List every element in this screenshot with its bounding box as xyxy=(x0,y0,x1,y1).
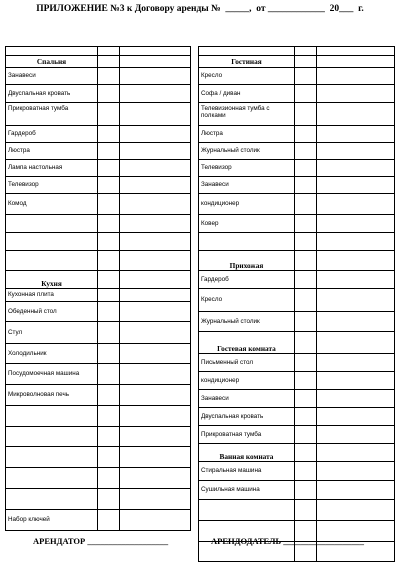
table-row xyxy=(6,289,191,302)
item-label: Люстра xyxy=(6,143,98,160)
item-label: кондиционер xyxy=(199,372,295,390)
section-heading-bathroom: Ванная комната xyxy=(199,444,295,462)
keys-label: Набор ключей xyxy=(6,510,98,531)
table-row xyxy=(199,271,395,289)
item-label: Софа / диван xyxy=(199,85,295,103)
table-row xyxy=(6,427,191,447)
table-row xyxy=(6,364,191,385)
item-label: Ковер xyxy=(199,215,295,233)
table-row xyxy=(199,126,395,143)
item-label: Люстра xyxy=(199,126,295,143)
section-header-row xyxy=(199,56,395,68)
table-row xyxy=(199,194,395,215)
table-row xyxy=(199,500,395,521)
table-row xyxy=(6,510,191,531)
section-header-row xyxy=(199,444,395,462)
table-row xyxy=(199,312,395,332)
table-row xyxy=(199,462,395,481)
table-row xyxy=(199,481,395,500)
item-label: Прикроватная тумба xyxy=(199,426,295,444)
item-label: Телевизионная тумба с полками xyxy=(199,103,295,126)
item-label: Журнальный столик xyxy=(199,312,295,332)
item-label: Двуспальная кровать xyxy=(6,85,98,103)
section-header-row xyxy=(199,332,395,354)
section-heading-bedroom: Спальня xyxy=(6,56,98,68)
left-inventory-table xyxy=(5,46,191,531)
item-label: Занавеси xyxy=(6,68,98,85)
item-label: Письменный стол xyxy=(199,354,295,372)
table-row xyxy=(6,126,191,143)
table-row xyxy=(199,372,395,390)
item-label: Двуспальная кровать xyxy=(199,408,295,426)
section-heading-living-room: Гостиная xyxy=(199,56,295,68)
section-header-row xyxy=(6,56,191,68)
table-row xyxy=(6,233,191,251)
section-header-row xyxy=(6,271,191,289)
table-row xyxy=(199,289,395,312)
table-row xyxy=(6,344,191,364)
item-label: Прикроватная тумба xyxy=(6,103,98,126)
table-row xyxy=(6,160,191,177)
table-row xyxy=(199,390,395,408)
table-row xyxy=(6,143,191,160)
table-row xyxy=(6,489,191,510)
section-header-row xyxy=(199,251,395,271)
table-row xyxy=(199,177,395,194)
table-row xyxy=(199,233,395,251)
item-label: Сушильная машина xyxy=(199,481,295,500)
table-row xyxy=(6,302,191,322)
table-row xyxy=(199,68,395,85)
table-row xyxy=(199,85,395,103)
table-row xyxy=(6,322,191,344)
item-label: Кресло xyxy=(199,289,295,312)
table-row xyxy=(199,408,395,426)
item-label: Кухонная плита xyxy=(6,289,98,302)
item-label: Гардероб xyxy=(6,126,98,143)
section-heading-kitchen: Кухня xyxy=(6,271,98,289)
table-row xyxy=(199,215,395,233)
landlord-signature-line: АРЕНДОДАТЕЛЬ ___________________ xyxy=(211,536,364,546)
tenant-signature-line: АРЕНДАТОР ___________________ xyxy=(33,536,169,546)
table-row xyxy=(6,385,191,406)
table-row xyxy=(199,143,395,160)
item-label: Лампа настольная xyxy=(6,160,98,177)
table-row xyxy=(199,47,395,56)
table-row xyxy=(6,68,191,85)
item-label: Посудомоечная машина xyxy=(6,364,98,385)
table-row xyxy=(6,447,191,468)
right-inventory-table xyxy=(198,46,395,562)
item-label: Кресло xyxy=(199,68,295,85)
table-row xyxy=(199,160,395,177)
table-row xyxy=(6,103,191,126)
document-title: ПРИЛОЖЕНИЕ №3 к Договору аренды № _____, от ____________ 20___ г. xyxy=(36,4,364,14)
table-row xyxy=(199,426,395,444)
item-label: Холодильник xyxy=(6,344,98,364)
table-row xyxy=(199,354,395,372)
item-label: Занавеси xyxy=(199,177,295,194)
table-row xyxy=(6,406,191,427)
item-label: Комод xyxy=(6,194,98,215)
item-label: кондиционер xyxy=(199,194,295,215)
table-row xyxy=(6,177,191,194)
table-row xyxy=(6,468,191,489)
item-label: Журнальный столик xyxy=(199,143,295,160)
section-heading-guest-room: Гостевая комната xyxy=(199,332,295,354)
item-label: Обеденный стол xyxy=(6,302,98,322)
item-label: Стиральная машина xyxy=(199,462,295,481)
table-row xyxy=(199,103,395,126)
table-row xyxy=(6,194,191,215)
item-label: Стул xyxy=(6,322,98,344)
section-heading-hallway: Прихожая xyxy=(199,251,295,271)
item-label: Телевизор xyxy=(6,177,98,194)
table-row xyxy=(6,85,191,103)
table-row xyxy=(6,215,191,233)
item-label: Занавеси xyxy=(199,390,295,408)
item-label: Телевизор xyxy=(199,160,295,177)
table-row xyxy=(6,251,191,271)
item-label: Микроволновая печь xyxy=(6,385,98,406)
table-row xyxy=(6,47,191,56)
item-label: Гардероб xyxy=(199,271,295,289)
